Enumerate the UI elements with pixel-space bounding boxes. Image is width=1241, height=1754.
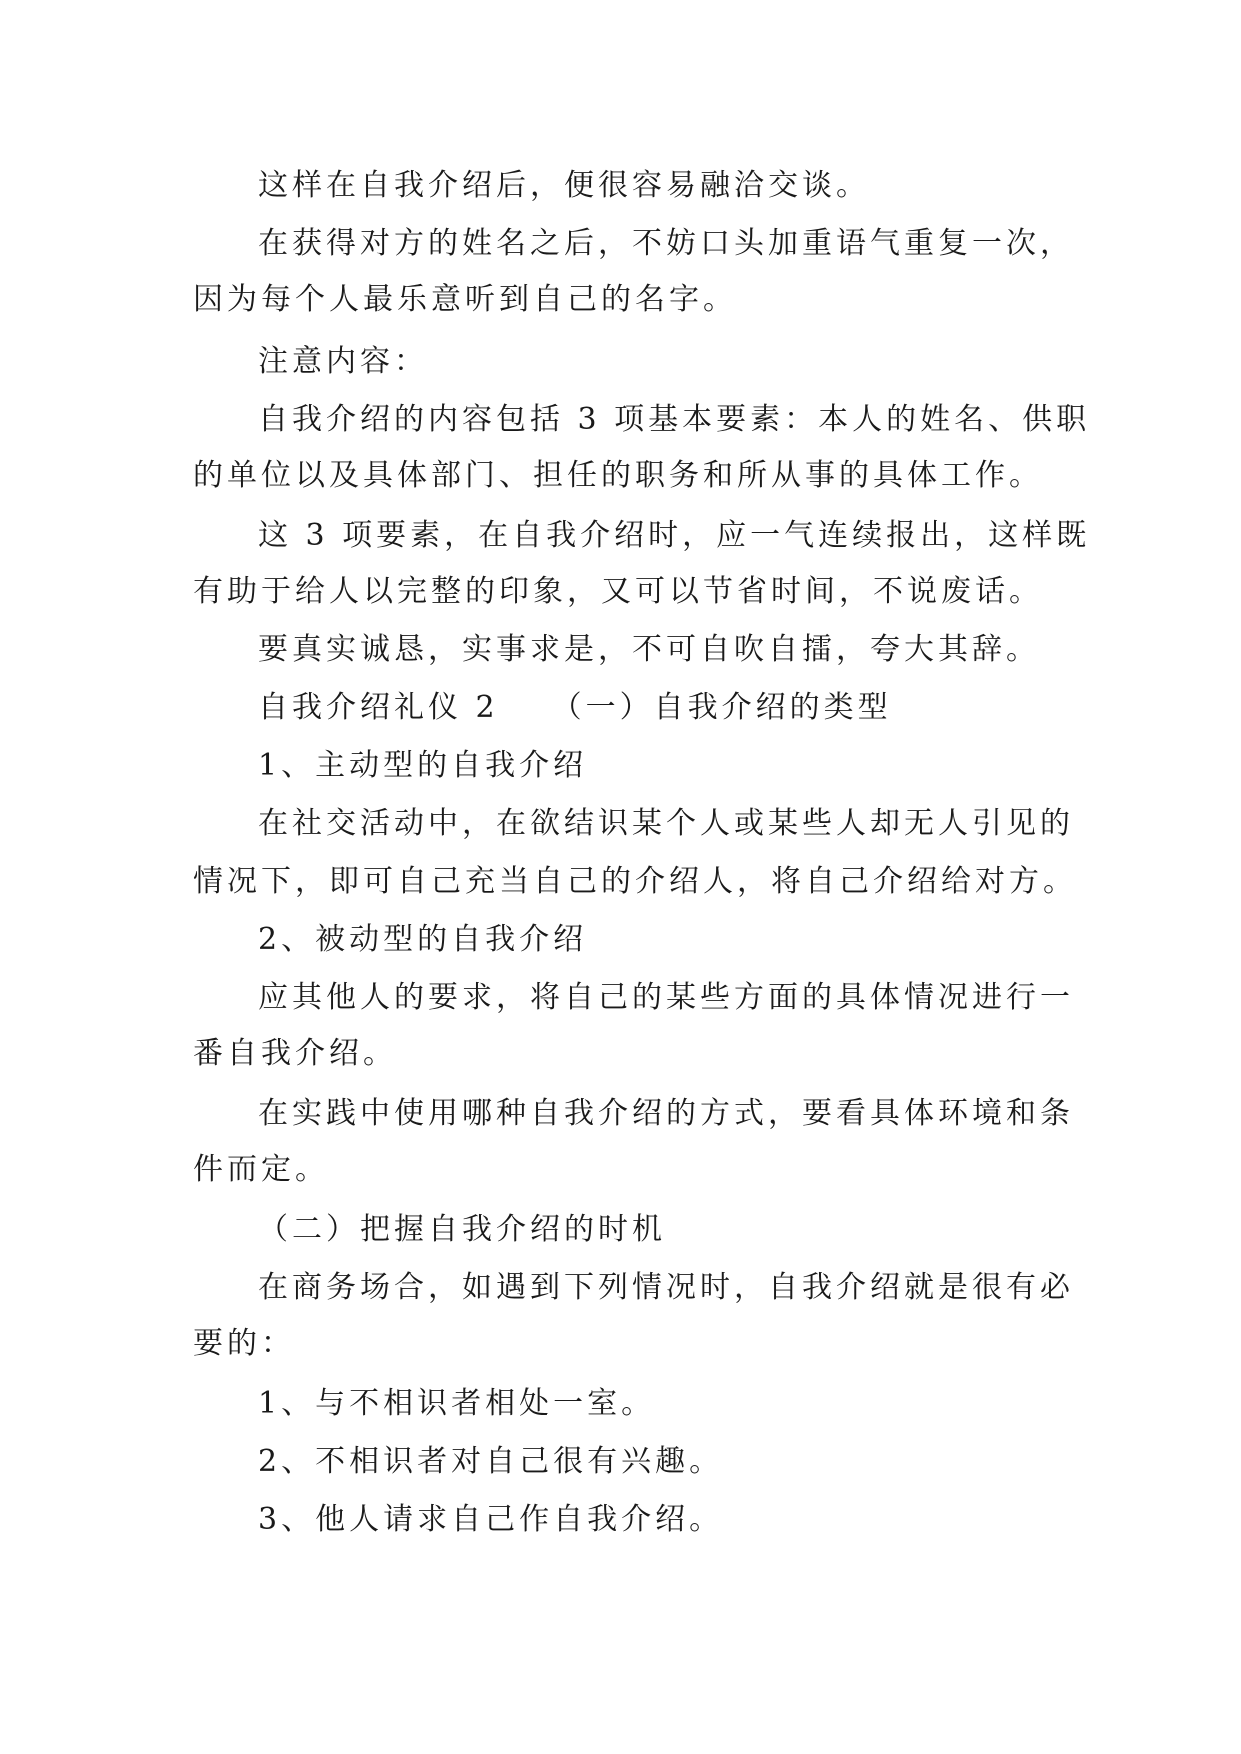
section-heading: 自我介绍礼仪 2 （一）自我介绍的类型 xyxy=(258,690,892,725)
paragraph-line: 情况下，即可自己充当自己的介绍人，将自己介绍给对方。 xyxy=(193,864,1077,899)
paragraph-line: 件而定。 xyxy=(193,1152,329,1187)
paragraph-line: 自我介绍的内容包括 3 项基本要素：本人的姓名、供职 xyxy=(258,402,1091,437)
list-item: 2、不相识者对自己很有兴趣。 xyxy=(258,1444,724,1479)
paragraph-line: 应其他人的要求，将自己的某些方面的具体情况进行一 xyxy=(258,980,1074,1015)
paragraph-line: 在获得对方的姓名之后，不妨口头加重语气重复一次， xyxy=(258,226,1074,261)
section-heading: （二）把握自我介绍的时机 xyxy=(258,1212,666,1247)
paragraph-line: 这样在自我介绍后，便很容易融洽交谈。 xyxy=(258,168,870,203)
paragraph-line: 要真实诚恳，实事求是，不可自吹自擂，夸大其辞。 xyxy=(258,632,1040,667)
subsection-heading: 2、被动型的自我介绍 xyxy=(258,922,588,957)
list-item: 3、他人请求自己作自我介绍。 xyxy=(258,1502,724,1537)
paragraph-line: 这 3 项要素，在自我介绍时，应一气连续报出，这样既 xyxy=(258,518,1091,553)
paragraph-line: 因为每个人最乐意听到自己的名字。 xyxy=(193,282,737,317)
paragraph-line: 有助于给人以完整的印象，又可以节省时间，不说废话。 xyxy=(193,574,1043,609)
list-item: 1、与不相识者相处一室。 xyxy=(258,1386,656,1421)
paragraph-line: 注意内容： xyxy=(258,344,428,379)
paragraph-line: 在实践中使用哪种自我介绍的方式，要看具体环境和条 xyxy=(258,1096,1074,1131)
paragraph-line: 的单位以及具体部门、担任的职务和所从事的具体工作。 xyxy=(193,458,1043,493)
paragraph-line: 要的： xyxy=(193,1326,295,1361)
subsection-heading: 1、主动型的自我介绍 xyxy=(258,748,588,783)
paragraph-line: 番自我介绍。 xyxy=(193,1036,397,1071)
paragraph-line: 在商务场合，如遇到下列情况时，自我介绍就是很有必 xyxy=(258,1270,1074,1305)
paragraph-line: 在社交活动中，在欲结识某个人或某些人却无人引见的 xyxy=(258,806,1074,841)
